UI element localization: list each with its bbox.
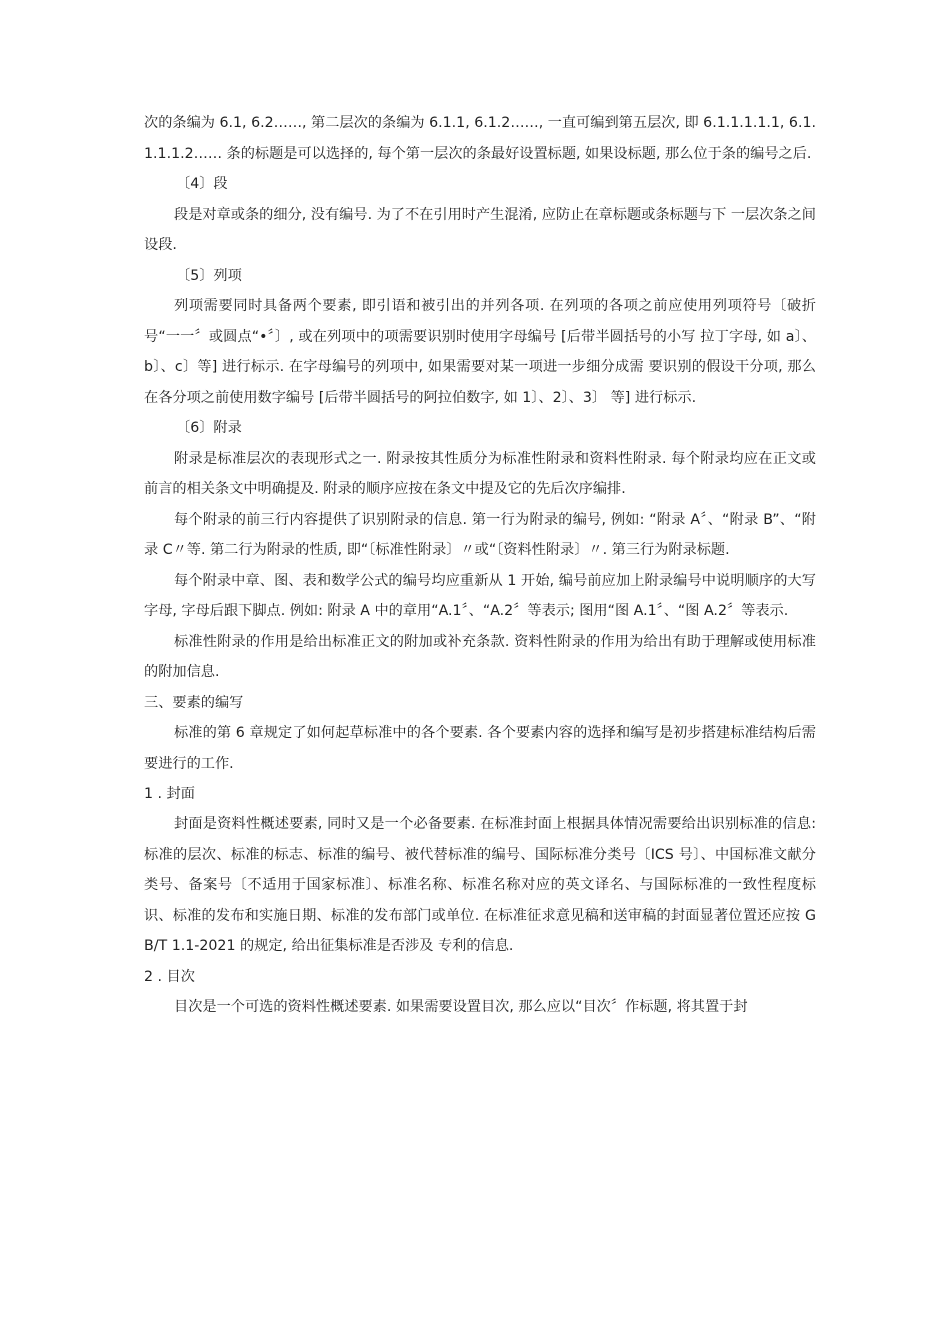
heading-contents: 2 . 目次 xyxy=(144,968,195,985)
paragraph-elements-intro: 标准的第 6 章规定了如何起草标准中的各个要素. 各个要素内容的选择和编写是初步搭建标准结构后需要进行的工作. xyxy=(144,725,816,772)
paragraph-clause-numbering: 次的条编为 6.1, 6.2……, 第二层次的条编为 6.1.1, 6.1.2……, 一直可编到第五层次, 即 6.1.1.1.1.1, 6.1.1.1.1.2…… 条的标题是可以选择的, 每个第一层次的条最好设置标题, 如果设标题, 那么位于条的编号之后. xyxy=(144,115,816,162)
subheading-list-items: 〔5〕列项 xyxy=(176,267,242,284)
document-body xyxy=(144,108,816,1022)
paragraph-annex-definition: 附录是标准层次的表现形式之一. 附录按其性质分为标准性附录和资料性附录. 每个附录均应在正文或前言的相关条文中明确提及. 附录的顺序应按在条文中提及它的先后次序编排. xyxy=(144,450,816,497)
section-heading-elements: 三、要素的编写 xyxy=(144,694,244,711)
heading-cover: 1 . 封面 xyxy=(144,786,195,802)
paragraph-cover: 封面是资料性概述要素, 同时又是一个必备要素. 在标准封面上根据具体情况需要给出识别标准的信息: 标准的层次、标准的标志、标准的编号、被代替标准的编号、国际标准分类号〔ICS 号〕、中国标准文献分类号、备案号〔不适用于国家标准〕、标准名称、标准名称对应的英文译名、与国际标准的一致性程度标识、标准的发布和实施日期、标准的发布部门或单位. 在标准征求意见稿和送审稿的封面显著位置还应按 GB/T 1.1-2021 的规定, 给出征集标准是否涉及 专利的信息. xyxy=(144,816,816,954)
paragraph-annex-numbering: 每个附录中章、图、表和数学公式的编号均应重新从 1 开始, 编号前应加上附录编号中说明顺序的大写字母, 字母后跟下脚点. 例如: 附录 A 中的章用“A.1〞、“A.2〞等表示; 图用“图 A.1〞、“图 A.2〞等表示. xyxy=(144,572,816,619)
subheading-paragraph: 〔4〕段 xyxy=(176,176,228,192)
paragraph-list-items: 列项需要同时具备两个要素, 即引语和被引出的并列各项. 在列项的各项之前应使用列项符号〔破折号“一一〞或圆点“•〞〕, 或在列项中的项需要识别时使用字母编号 [后带半圆括号的小写 拉丁字母, 如 a〕、b〕、c〕等] 进行标示. 在字母编号的列项中, 如果需要对某一项进一步细分成需 要识别的假设干分项, 那么在各分项之前使用数字编号 [后带半圆括号的阿拉伯数字, 如 1〕、2〕、3〕 等] 进行标示. xyxy=(144,298,816,406)
paragraph-contents: 目次是一个可选的资料性概述要素. 如果需要设置目次, 那么应以“目次〞作标题, 将其置于封 xyxy=(174,998,748,1015)
paragraph-paragraph-definition: 段是对章或条的细分, 没有编号. 为了不在引用时产生混淆, 应防止在章标题或条标题与下 一层次条之间设段. xyxy=(144,206,816,253)
paragraph-annex-purpose: 标准性附录的作用是给出标准正文的附加或补充条款. 资料性附录的作用为给出有助于理解或使用标准的附加信息. xyxy=(144,633,816,680)
subheading-annex: 〔6〕附录 xyxy=(176,420,242,436)
paragraph-annex-first-lines: 每个附录的前三行内容提供了识别附录的信息. 第一行为附录的编号, 例如: “附录 A〞、“附录 B”、“附录 C〃等. 第二行为附录的性质, 即“〔标准性附录〕〃或“〔资料性附录〕〃. 第三行为附录标题. xyxy=(144,511,816,558)
